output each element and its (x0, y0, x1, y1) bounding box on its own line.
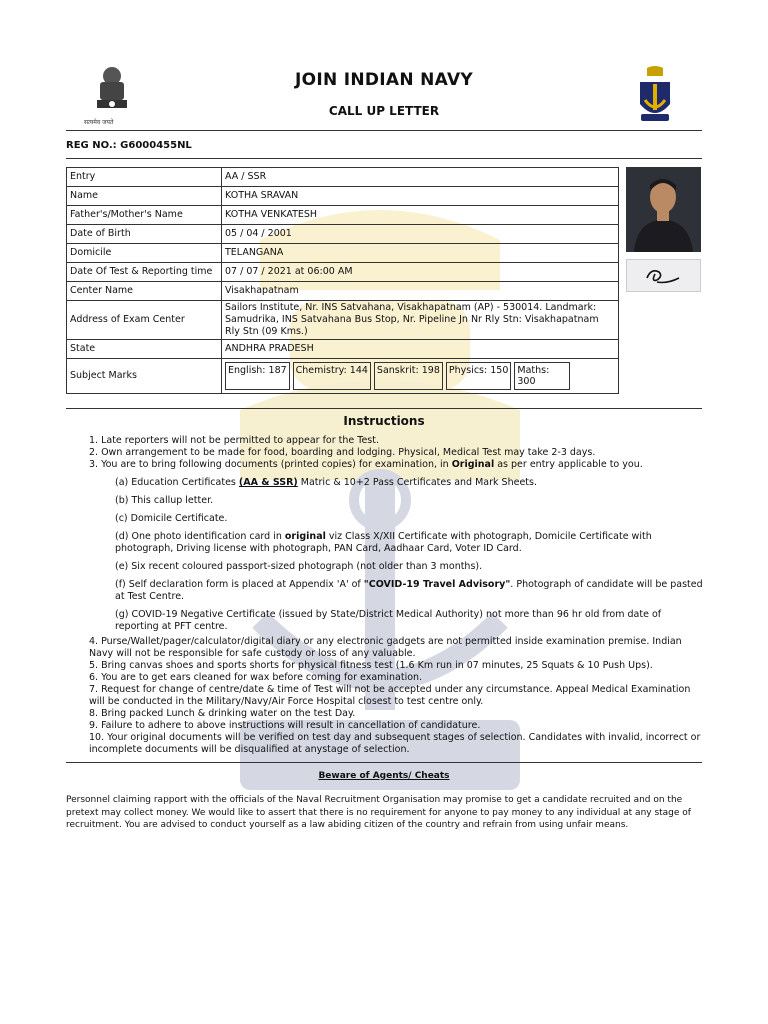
table-row (67, 263, 619, 282)
beware-text: Personnel claiming rapport with the officials of the Naval Recruitment Organisation may promise to get a candidate recruited and on the pretext may collect money. We would like to assert that there is no requirement for anyone to pay money to any individual at any stage of recruitment. You are advised to conduct yourself as a law abiding citizen of the country and refrain from using unfair means. (66, 795, 691, 830)
table-row (67, 359, 619, 394)
table-row (67, 187, 619, 206)
instructions-list (89, 435, 704, 756)
row-value: ANDHRA PRADESH (222, 340, 619, 359)
table-row (67, 168, 619, 187)
instruction-subitem: (e) Six recent coloured passport-sized photograph (not older than 3 months). (115, 561, 483, 572)
navy-crest-icon (634, 64, 676, 126)
row-value: 07 / 07 / 2021 at 06:00 AM (222, 263, 619, 282)
table-row (67, 244, 619, 263)
row-value: 05 / 04 / 2001 (222, 225, 619, 244)
instruction-subitem: (f) Self declaration form is placed at Appendix 'A' of "COVID-19 Travel Advisory". Photograph of candidate will be pasted at Test Centre. (115, 579, 703, 602)
mark-physics: Physics: 150 (446, 362, 512, 390)
instruction-subitem: (a) Education Certificates (AA & SSR) Matric & 10+2 Pass Certificates and Mark Sheets. (115, 477, 537, 488)
instruction-subitem: (c) Domicile Certificate. (115, 513, 228, 524)
candidate-details-table (66, 167, 619, 394)
candidate-signature (626, 259, 701, 292)
table-row (67, 282, 619, 301)
candidate-photo (626, 167, 701, 252)
beware-title: Beware of Agents/ Cheats (318, 771, 450, 781)
instruction-item: 4. Purse/Wallet/pager/calculator/digital diary or any electronic gadgets are not permitted inside examination premise. Indian Navy will not be responsible for safe custody or loss of any valuable. (89, 636, 682, 659)
row-label: Date Of Test & Reporting time (67, 263, 222, 282)
row-value: Sailors Institute, Nr. INS Satvahana, Visakhapatnam (AP) - 530014. Landmark: Samudrika, INS Satvahana Bus Stop, Nr. Pipeline Jn Nr Rly Stn: Visakhapatnam Rly Stn (09 Kms.) (222, 301, 619, 340)
row-label: Address of Exam Center (67, 301, 222, 340)
row-value: Visakhapatnam (222, 282, 619, 301)
instruction-item: 7. Request for change of centre/date & time of Test will not be accepted under any circumstance. Appeal Medical Examination will be conducted in the Military/Navy/Air Force Hospital closest to test centre only. (89, 684, 691, 707)
mark-sanskrit: Sanskrit: 198 (374, 362, 443, 390)
mark-maths: Maths: 300 (514, 362, 570, 390)
row-value: KOTHA SRAVAN (222, 187, 619, 206)
instruction-subitem: (d) One photo identification card in original viz Class X/XII Certificate with photograph, Domicile Certificate with photograph, Driving license with photograph, PAN Card, Aadhaar Card, Voter ID Card. (115, 531, 652, 554)
instruction-item: 10. Your original documents will be verified on test day and subsequent stages of selection. Candidates with invalid, incorrect or incomplete documents will be disqualified at anystage of selection. (89, 732, 701, 755)
table-row (67, 225, 619, 244)
letter-header (66, 62, 702, 132)
mark-chemistry: Chemistry: 144 (293, 362, 371, 390)
table-row (67, 206, 619, 225)
instruction-item: 5. Bring canvas shoes and sports shorts for physical fitness test (1.6 Km run in 07 minutes, 25 Squats & 10 Push Ups). (89, 660, 653, 671)
subject-marks-cell (222, 359, 619, 394)
instruction-item: 3. You are to bring following documents (printed copies) for examination, in Original as per entry applicable to you. (89, 459, 643, 470)
page-title: JOIN INDIAN NAVY (294, 70, 474, 90)
registration-number: REG NO.: G6000455NL (66, 140, 192, 151)
instruction-item: 1. Late reporters will not be permitted to appear for the Test. (89, 435, 380, 446)
instruction-item: 2. Own arrangement to be made for food, boarding and lodging. Physical, Medical Test may take 2-3 days. (89, 447, 596, 458)
row-value: AA / SSR (222, 168, 619, 187)
divider (66, 158, 702, 159)
header-motto: सत्यमेव जयते (84, 119, 114, 126)
instructions-title: Instructions (343, 414, 425, 428)
row-label: Name (67, 187, 222, 206)
row-label: Date of Birth (67, 225, 222, 244)
table-row (67, 340, 619, 359)
page-subtitle: CALL UP LETTER (328, 104, 440, 118)
row-label: Subject Marks (67, 359, 222, 394)
row-label: State (67, 340, 222, 359)
row-label: Domicile (67, 244, 222, 263)
row-label: Father's/Mother's Name (67, 206, 222, 225)
divider (66, 130, 702, 131)
instruction-item: 8. Bring packed Lunch & drinking water on the test Day. (89, 708, 356, 719)
mark-english: English: 187 (225, 362, 290, 390)
row-value: KOTHA VENKATESH (222, 206, 619, 225)
instruction-subitem: (g) COVID-19 Negative Certificate (issued by State/District Medical Authority) not more than 96 hr old from date of reporting at PFT centre. (115, 609, 662, 632)
instruction-item: 9. Failure to adhere to above instructions will result in cancellation of candidature. (89, 720, 481, 731)
row-label: Entry (67, 168, 222, 187)
instruction-item: 6. You are to get ears cleaned for wax before coming for examination. (89, 672, 423, 683)
row-label: Center Name (67, 282, 222, 301)
table-row (67, 301, 619, 340)
divider (66, 408, 702, 409)
row-value: TELANGANA (222, 244, 619, 263)
divider (66, 762, 702, 763)
instruction-subitem: (b) This callup letter. (115, 495, 214, 506)
